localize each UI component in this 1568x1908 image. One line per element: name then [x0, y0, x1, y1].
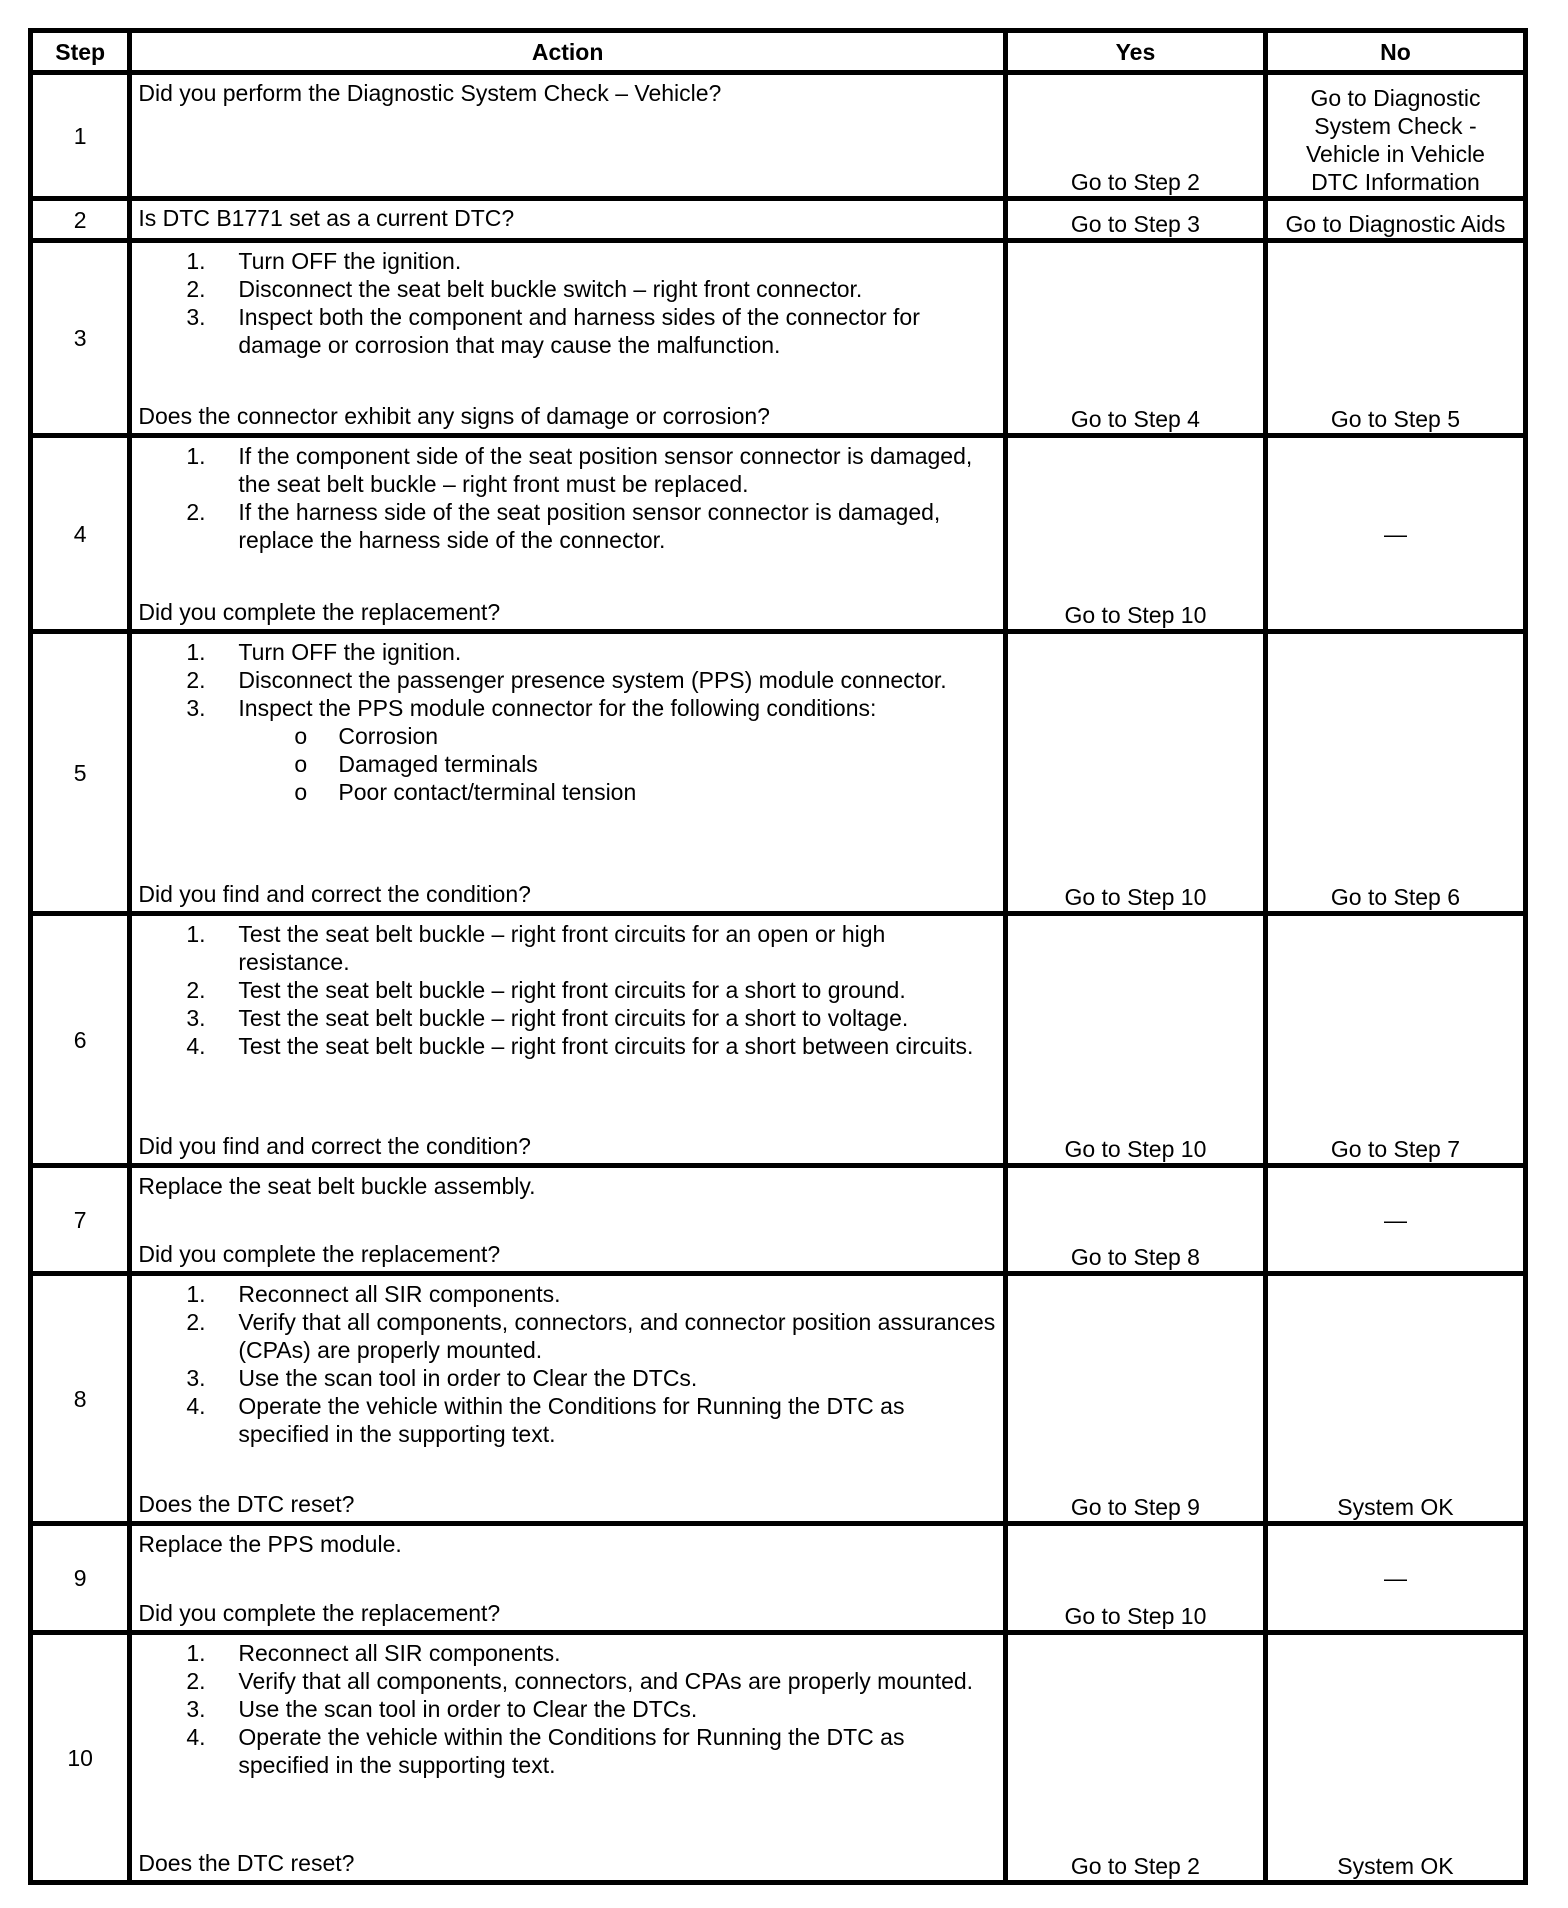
yes-cell: Go to Step 10: [1005, 632, 1265, 914]
yes-cell: Go to Step 3: [1005, 199, 1265, 241]
dash-icon: —: [1383, 1206, 1407, 1233]
step-number: 2: [31, 199, 130, 241]
action-question: Did you perform the Diagnostic System Check – Vehicle?: [138, 80, 722, 106]
action-question: Did you complete the replacement?: [138, 1600, 501, 1626]
step-number: 4: [31, 436, 130, 632]
list-item: 1. Turn OFF the ignition.: [186, 639, 462, 665]
no-cell: Go to Step 5: [1265, 241, 1525, 436]
yes-cell: Go to Step 2: [1005, 1633, 1265, 1883]
table-row: [31, 1166, 1526, 1274]
action-steps: [138, 1280, 997, 1448]
table-row: [31, 1633, 1526, 1883]
step-number: 3: [31, 241, 130, 436]
step-number: 8: [31, 1274, 130, 1524]
action-steps: [138, 920, 997, 1060]
action-cell: [130, 241, 1006, 436]
list-item: 3. Use the scan tool in order to Clear the DTCs.: [186, 1696, 698, 1722]
table-row: [31, 632, 1526, 914]
table-row: [31, 199, 1526, 241]
list-item: 1. Reconnect all SIR components.: [186, 1281, 561, 1307]
step-number: 10: [31, 1633, 130, 1883]
no-line: Go to Diagnostic: [1310, 85, 1481, 111]
list-item: 3. Test the seat belt buckle – right front circuits for a short to voltage.: [186, 1005, 909, 1031]
list-item: 2. Verify that all components, connectors, and connector position assurances (CPAs) are properly mounted.: [186, 1309, 996, 1363]
yes-cell: Go to Step 10: [1005, 914, 1265, 1166]
list-item: 4. Operate the vehicle within the Conditions for Running the DTC as specified in the supporting text.: [186, 1724, 905, 1778]
table-row: [31, 914, 1526, 1166]
no-cell: Go to Diagnostic Aids: [1265, 199, 1525, 241]
action-question: Did you find and correct the condition?: [138, 1133, 531, 1159]
action-steps: [138, 247, 997, 359]
dash-icon: —: [1383, 1565, 1407, 1591]
yes-cell: Go to Step 10: [1005, 1524, 1265, 1633]
list-item: 2. If the harness side of the seat position sensor connector is damaged, replace the harness side of the connector.: [186, 499, 941, 553]
action-cell: [130, 436, 1006, 632]
table-row: [31, 241, 1526, 436]
no-line: DTC Information: [1311, 169, 1480, 195]
action-steps: [138, 1639, 997, 1779]
action-question: Does the connector exhibit any signs of damage or corrosion?: [138, 403, 770, 429]
no-cell: [1265, 73, 1525, 199]
action-question: Did you find and correct the condition?: [138, 881, 531, 907]
header-step: Step: [31, 31, 130, 73]
no-cell: [1265, 1166, 1525, 1274]
action-steps: [138, 442, 997, 554]
step-number: 9: [31, 1524, 130, 1633]
list-item: o Damaged terminals: [294, 751, 538, 777]
list-item: 4. Operate the vehicle within the Conditions for Running the DTC as specified in the supporting text.: [186, 1393, 905, 1447]
list-item: 3. Inspect the PPS module connector for the following conditions:: [186, 695, 877, 721]
list-item: 1. Turn OFF the ignition.: [186, 248, 462, 274]
yes-cell: Go to Step 4: [1005, 241, 1265, 436]
list-item: 2. Test the seat belt buckle – right front circuits for a short to ground.: [186, 977, 906, 1003]
action-cell: [130, 199, 1006, 241]
list-item: 2. Disconnect the passenger presence system (PPS) module connector.: [186, 667, 947, 693]
action-cell: [130, 632, 1006, 914]
yes-cell: Go to Step 8: [1005, 1166, 1265, 1274]
list-item: 4. Test the seat belt buckle – right front circuits for a short between circuits.: [186, 1033, 974, 1059]
table-row: [31, 73, 1526, 199]
table-row: [31, 436, 1526, 632]
yes-cell: Go to Step 2: [1005, 73, 1265, 199]
bullet-icon: o: [294, 751, 308, 777]
step-number: 7: [31, 1166, 130, 1274]
condition-list: [138, 722, 997, 806]
header-row: [31, 31, 1526, 73]
action-question: Is DTC B1771 set as a current DTC?: [138, 205, 515, 231]
action-cell: [130, 1524, 1006, 1633]
action-question: Does the DTC reset?: [138, 1491, 355, 1517]
action-cell: [130, 73, 1006, 199]
bullet-icon: o: [294, 779, 308, 805]
table-row: [31, 1524, 1526, 1633]
header-action: Action: [130, 31, 1006, 73]
header-yes: Yes: [1005, 31, 1265, 73]
action-cell: [130, 1166, 1006, 1274]
no-cell: [1265, 1524, 1525, 1633]
no-cell: Go to Step 6: [1265, 632, 1525, 914]
list-item: 2. Disconnect the seat belt buckle switch – right front connector.: [186, 276, 863, 302]
action-cell: [130, 1274, 1006, 1524]
list-item: 1. Test the seat belt buckle – right front circuits for an open or high resistance.: [186, 921, 886, 975]
action-cell: [130, 914, 1006, 1166]
table-row: [31, 1274, 1526, 1524]
yes-cell: Go to Step 9: [1005, 1274, 1265, 1524]
no-cell: [1265, 436, 1525, 632]
yes-cell: Go to Step 10: [1005, 436, 1265, 632]
dash-icon: —: [1383, 520, 1407, 547]
no-cell: System OK: [1265, 1633, 1525, 1883]
list-item: o Poor contact/terminal tension: [294, 779, 637, 805]
action-cell: [130, 1633, 1006, 1883]
no-line: Vehicle in Vehicle: [1305, 141, 1485, 167]
diagnostic-table: [28, 28, 1528, 1885]
no-line: System Check -: [1314, 113, 1477, 139]
action-question: Did you complete the replacement?: [138, 1241, 501, 1267]
action-text: Replace the seat belt buckle assembly.: [138, 1173, 536, 1199]
list-item: 3. Use the scan tool in order to Clear the DTCs.: [186, 1365, 698, 1391]
step-number: 6: [31, 914, 130, 1166]
step-number: 1: [31, 73, 130, 199]
no-cell: Go to Step 7: [1265, 914, 1525, 1166]
action-text: Replace the PPS module.: [138, 1531, 402, 1557]
bullet-icon: o: [294, 723, 308, 749]
action-question: Does the DTC reset?: [138, 1850, 355, 1876]
list-item: 1. If the component side of the seat position sensor connector is damaged, the seat belt buckle – right front must be replaced.: [186, 443, 973, 497]
list-item: o Corrosion: [294, 723, 439, 749]
list-item: 2. Verify that all components, connectors, and CPAs are properly mounted.: [186, 1668, 974, 1694]
no-cell: System OK: [1265, 1274, 1525, 1524]
action-question: Did you complete the replacement?: [138, 599, 501, 625]
step-number: 5: [31, 632, 130, 914]
header-no: No: [1265, 31, 1525, 73]
action-steps: [138, 638, 997, 722]
list-item: 3. Inspect both the component and harness sides of the connector for damage or corrosion that may cause the malfunction.: [186, 304, 920, 358]
list-item: 1. Reconnect all SIR components.: [186, 1640, 561, 1666]
